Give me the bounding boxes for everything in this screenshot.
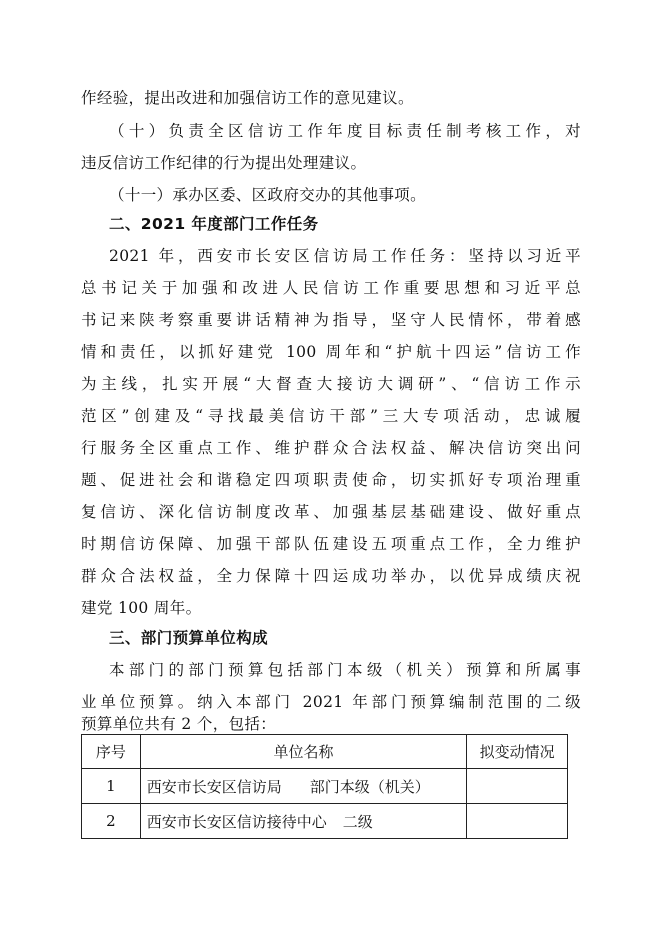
paragraph-line: 题、促进社会和谐稳定四项职责使命，切实抓好专项治理重 (81, 471, 581, 489)
row-unit-name (140, 804, 466, 839)
unit-name: 西安市长安区信访接待中心 (146, 812, 327, 831)
paragraph-line: 2021 年，西安市长安区信访局工作任务：坚持以习近平 (109, 247, 581, 265)
paragraph-line: 时期信访保障、加强干部队伍建设五项重点工作，全力维护 (81, 535, 581, 553)
paragraph-line: 总书记关于加强和改进人民信访工作重要思想和习近平总 (81, 279, 581, 297)
paragraph-line: 为主线，扎实开展“大督查大接访大调研”、“信访工作示 (81, 375, 581, 393)
paragraph-line: 本部门的部门预算包括部门本级（机关）预算和所属事 (109, 661, 581, 679)
paragraph-line: 情和责任，以抓好建党 100 周年和“护航十四运”信访工作 (81, 343, 581, 361)
budget-units-table (81, 734, 568, 839)
table-row (82, 769, 568, 804)
paragraph-line: 书记来陕考察重要讲话精神为指导，坚守人民情怀，带着感 (81, 311, 581, 329)
paragraph-line: （十一）承办区委、区政府交办的其他事项。 (109, 186, 427, 204)
row-change (467, 804, 568, 839)
row-unit-name (140, 769, 466, 804)
row-index: 2 (82, 804, 141, 839)
row-index: 1 (82, 769, 141, 804)
header-unit-name: 单位名称 (140, 735, 466, 769)
unit-name: 西安市长安区信访局 (146, 777, 282, 796)
paragraph-line: 行服务全区重点工作、维护群众合法权益、解决信访突出问 (81, 439, 581, 457)
paragraph-line: 业单位预算。纳入本部门 2021 年部门预算编制范围的二级 (81, 693, 581, 711)
table-header-row (82, 735, 568, 769)
row-change (467, 769, 568, 804)
paragraph-line: 预算单位共有 2 个，包括： (81, 715, 277, 733)
unit-level: 二级 (342, 812, 373, 831)
header-index: 序号 (82, 735, 141, 769)
paragraph-line: 建党 100 周年。 (81, 599, 202, 617)
header-change: 拟变动情况 (467, 735, 568, 769)
section-heading-2: 二、2021 年度部门工作任务 (109, 215, 319, 233)
paragraph-line: 复信访、深化信访制度改革、加强基层基础建设、做好重点 (81, 503, 581, 521)
paragraph-line: （十）负责全区信访工作年度目标责任制考核工作，对 (109, 122, 581, 140)
paragraph-line: 范区”创建及“寻找最美信访干部”三大专项活动，忠诚履 (81, 407, 581, 425)
paragraph-line: 违反信访工作纪律的行为提出处理建议。 (81, 154, 367, 172)
paragraph-line: 群众合法权益，全力保障十四运成功举办，以优异成绩庆祝 (81, 567, 581, 585)
section-heading-3: 三、部门预算单位构成 (109, 629, 269, 647)
paragraph-line: 作经验，提出改进和加强信访工作的意见建议。 (81, 89, 414, 107)
unit-level: 部门本级（机关） (309, 777, 430, 796)
table-row (82, 804, 568, 839)
